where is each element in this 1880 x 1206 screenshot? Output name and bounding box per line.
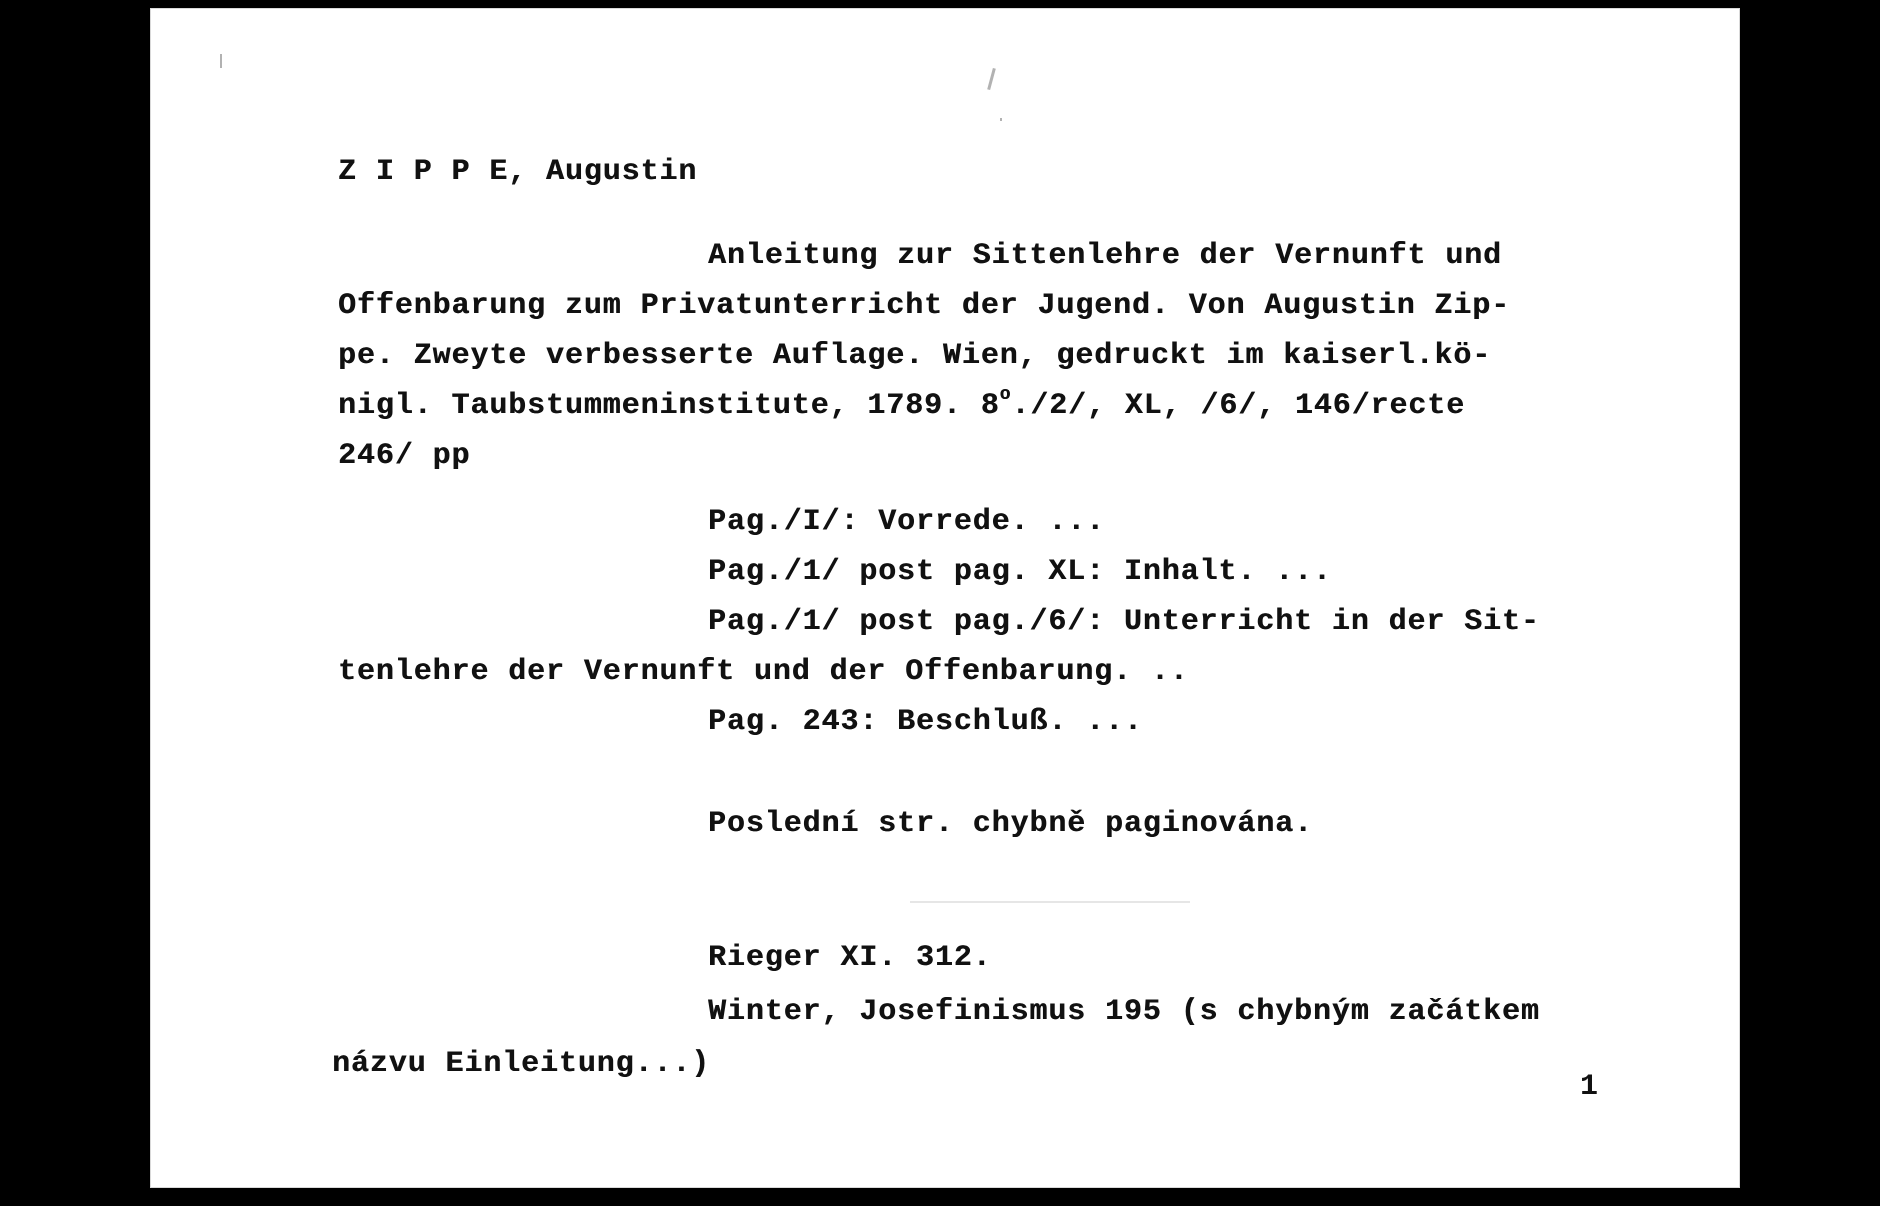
title-line-1: Anleitung zur Sittenlehre der Vernunft und bbox=[708, 239, 1502, 273]
pagination-line-5: Pag. 243: Beschluß. ... bbox=[708, 705, 1143, 739]
title-line-4-rest: ./2/, XL, /6/, 146/recte bbox=[1011, 389, 1465, 423]
pagination-note: Poslední str. chybně paginována. bbox=[708, 807, 1313, 841]
reference-rieger: Rieger XI. 312. bbox=[708, 941, 992, 975]
title-line-5: 246/ pp bbox=[338, 439, 471, 473]
card-heading: Z I P P E, Augustin bbox=[338, 155, 698, 189]
reference-winter: Winter, Josefinismus 195 (s chybným začátkem bbox=[708, 995, 1540, 1029]
reference-winter-cont: názvu Einleitung...) bbox=[332, 1047, 711, 1081]
scan-mark bbox=[910, 901, 1190, 903]
title-line-4-text: nigl. Taubstummeninstitute, 1789. 8 bbox=[338, 389, 1000, 423]
pagination-line-3: Pag./1/ post pag./6/: Unterricht in der Sit- bbox=[708, 605, 1540, 639]
pagination-line-1: Pag./I/: Vorrede. ... bbox=[708, 505, 1105, 539]
scan-mark bbox=[220, 54, 222, 68]
pagination-line-4: tenlehre der Vernunft und der Offenbarung. .. bbox=[338, 655, 1189, 689]
pagination-line-2: Pag./1/ post pag. XL: Inhalt. ... bbox=[708, 555, 1332, 589]
scan-mark bbox=[987, 68, 996, 90]
degree-superscript: o bbox=[999, 385, 1012, 405]
title-line-4 bbox=[338, 385, 1465, 424]
catalog-card bbox=[150, 8, 1740, 1188]
title-line-2: Offenbarung zum Privatunterricht der Jugend. Von Augustin Zip- bbox=[338, 289, 1510, 323]
title-line-3: pe. Zweyte verbesserte Auflage. Wien, gedruckt im kaiserl.kö- bbox=[338, 339, 1492, 373]
card-number: 1 bbox=[1580, 1070, 1599, 1104]
scan-mark bbox=[1000, 118, 1002, 121]
